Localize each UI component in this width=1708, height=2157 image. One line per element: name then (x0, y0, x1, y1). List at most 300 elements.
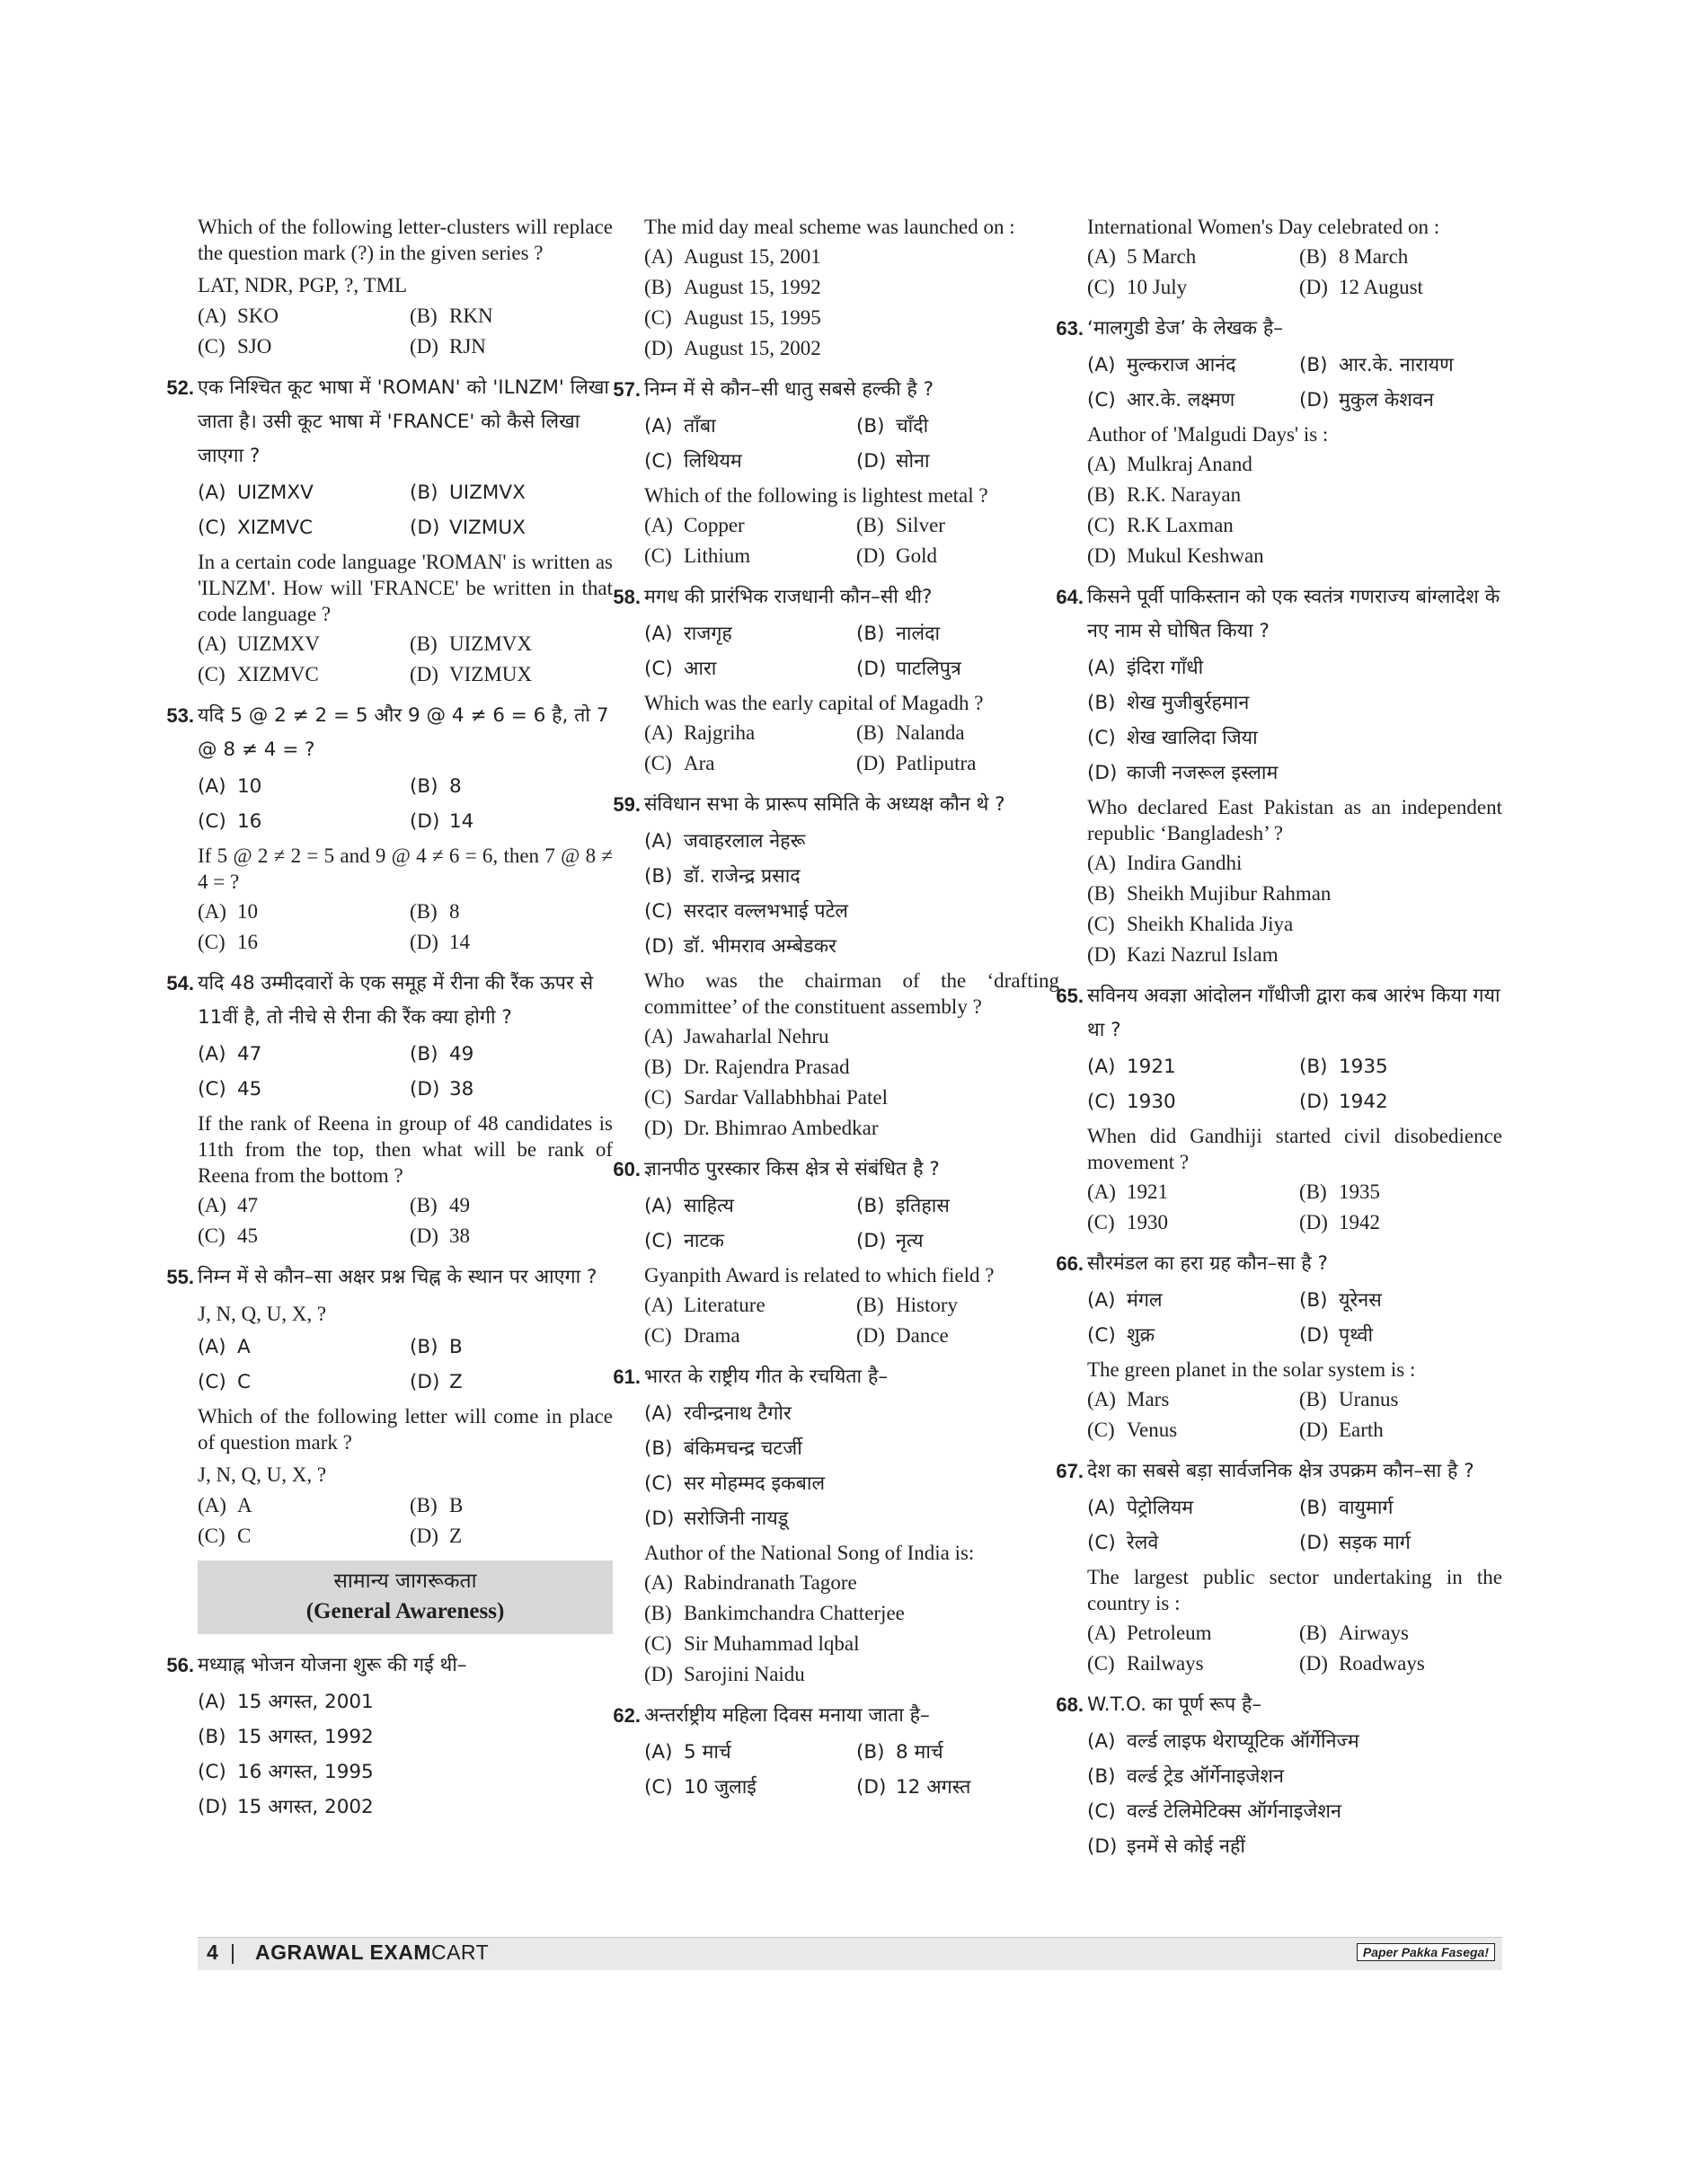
option-item (644, 1501, 1059, 1536)
question-block (613, 1153, 1059, 1351)
section-heading (198, 1560, 613, 1634)
options-hindi (1087, 1283, 1502, 1353)
option-text: XIZMVC (237, 663, 319, 685)
question-number: 68. (1056, 1693, 1084, 1716)
option-letter: (C) (644, 1472, 673, 1495)
option-item (644, 616, 847, 651)
option-text: ताँबा (684, 415, 716, 438)
option-item (856, 1290, 1059, 1321)
option-letter: (C) (1087, 1091, 1116, 1113)
question-text-hindi: ‘मालगुडी डेज’ के लेखक है– (1087, 317, 1283, 340)
option-text: 12 अगस्त (896, 1776, 971, 1799)
option-item (644, 1598, 1059, 1629)
option-text: Rajgriha (684, 721, 756, 744)
option-letter: (D) (410, 1525, 438, 1547)
option-item (198, 659, 401, 690)
option-text: History (896, 1294, 958, 1316)
option-text: 49 (449, 1043, 474, 1065)
option-letter: (C) (198, 1224, 226, 1247)
option-item (198, 301, 401, 332)
question-text-english: If 5 @ 2 ≠ 2 = 5 and 9 @ 4 ≠ 6 = 6, then 7 @ 8 ≠ 4 = ? (198, 844, 613, 893)
option-letter: (B) (410, 632, 438, 655)
option-text: Sheikh Khalida Jiya (1127, 913, 1294, 935)
option-letter: (B) (1299, 1622, 1327, 1644)
option-item (644, 1396, 1059, 1431)
option-letter: (C) (644, 1632, 672, 1655)
option-text: Patliputra (896, 752, 977, 774)
option-item (644, 894, 1059, 929)
option-letter: (C) (1087, 1211, 1115, 1233)
option-letter: (D) (1299, 1419, 1328, 1441)
option-item (644, 409, 847, 444)
option-letter: (C) (644, 900, 673, 923)
option-letter: (B) (856, 1294, 884, 1316)
option-text: बंकिमचन्द्र चटर्जी (684, 1437, 802, 1460)
option-item (1299, 272, 1502, 303)
option-text: 16 अगस्त, 1995 (237, 1761, 374, 1783)
option-letter: (A) (644, 1025, 673, 1048)
option-letter: (B) (410, 482, 438, 504)
option-text: मुल्कराज आनंद (1127, 354, 1236, 376)
option-item (1087, 480, 1502, 510)
option-item (1299, 1649, 1502, 1679)
option-letter: (B) (1087, 692, 1116, 714)
option-letter: (C) (198, 335, 226, 358)
option-text: Venus (1127, 1419, 1178, 1441)
option-text: Drama (684, 1324, 740, 1347)
option-letter: (A) (198, 775, 226, 798)
option-letter: (B) (1299, 1056, 1328, 1078)
option-letter: (A) (198, 482, 226, 504)
question-text-english: Gyanpith Award is related to which field ? (644, 1264, 995, 1286)
options-english (644, 1568, 1059, 1690)
option-item (644, 1431, 1059, 1466)
option-text: आर.के. लक्ष्मण (1127, 389, 1235, 411)
option-item (644, 510, 847, 541)
options-hindi (198, 475, 613, 545)
option-letter: (A) (1087, 453, 1116, 475)
question-block (613, 373, 1059, 571)
option-letter: (D) (1299, 1211, 1328, 1233)
option-text: रेलवे (1127, 1532, 1159, 1554)
option-item (1299, 348, 1502, 383)
option-letter: (D) (856, 658, 887, 680)
option-text: Rabindranath Tagore (684, 1571, 857, 1594)
option-text: 10 July (1127, 276, 1188, 298)
question-text-english: Which of the following letter-clusters will replace the question mark (?) in the given series ? (198, 216, 613, 264)
question-text-english: Which of the following letter will come in place of question mark ? (198, 1405, 613, 1454)
question-number: 67. (1056, 1460, 1084, 1482)
option-letter: (D) (644, 337, 673, 359)
option-letter: (B) (410, 305, 438, 327)
option-item (856, 1735, 1059, 1770)
option-text: SKO (237, 305, 279, 327)
option-text: Roadways (1339, 1652, 1425, 1675)
option-item (198, 1684, 613, 1719)
option-letter: (D) (410, 931, 438, 953)
option-letter: (D) (410, 1371, 440, 1393)
option-text: सरदार वल्लभभाई पटेल (684, 900, 848, 923)
option-item (1087, 1384, 1290, 1415)
option-letter: (D) (1299, 389, 1330, 411)
option-item (644, 333, 1059, 364)
option-text: 47 (237, 1043, 262, 1065)
option-text: काजी नजरूल इस्लाम (1127, 762, 1279, 784)
option-text: 45 (237, 1078, 262, 1101)
option-text: VIZMUX (449, 663, 532, 685)
option-text: Z (449, 1525, 463, 1547)
option-letter: (C) (644, 1230, 673, 1252)
option-letter: (B) (198, 1726, 226, 1748)
option-item (1087, 756, 1502, 791)
option-text: UIZMXV (237, 632, 320, 655)
option-text: August 15, 1995 (684, 306, 821, 329)
option-letter: (A) (644, 1294, 673, 1316)
option-letter: (D) (410, 1078, 440, 1101)
option-letter: (D) (1299, 276, 1328, 298)
question-number: 61. (613, 1366, 641, 1388)
option-text: Kazi Nazrul Islam (1127, 943, 1279, 966)
question-text-hindi: किसने पूर्वी पाकिस्तान को एक स्वतंत्र गणराज्य बांग्लादेश के नए नाम से घोषित किया ? (1087, 586, 1500, 642)
option-text: 15 अगस्त, 2002 (237, 1796, 374, 1818)
option-letter: (B) (856, 623, 885, 645)
option-item (1087, 1415, 1290, 1445)
option-letter: (B) (856, 415, 885, 438)
options-english (1087, 449, 1502, 571)
question-block (198, 214, 613, 362)
question-text-hindi: भारत के राष्ट्रीय गीत के रचयिता है– (644, 1366, 889, 1388)
option-letter: (D) (1087, 762, 1118, 784)
option-item (1087, 1618, 1290, 1649)
option-text: Uranus (1339, 1388, 1399, 1410)
option-item (1087, 1724, 1502, 1759)
page-number: 4 (207, 1940, 218, 1964)
option-text: August 15, 2001 (684, 245, 821, 268)
option-item (644, 1224, 847, 1259)
option-text: आरा (684, 658, 717, 680)
option-item (198, 510, 401, 545)
option-text: 1942 (1339, 1091, 1388, 1113)
question-block (166, 1260, 613, 1551)
option-item (644, 1290, 847, 1321)
option-item (644, 1052, 1059, 1083)
option-text: लिथियम (684, 450, 742, 473)
option-text: 5 March (1127, 245, 1197, 268)
option-item (856, 444, 1059, 479)
question-block (166, 699, 613, 958)
option-text: Silver (896, 514, 945, 536)
option-letter: (A) (198, 1194, 226, 1216)
question-block (166, 967, 613, 1251)
option-text: साहित्य (684, 1195, 734, 1217)
option-item (1087, 510, 1502, 541)
option-item (856, 541, 1059, 571)
option-item (1299, 1207, 1502, 1238)
option-text: Bankimchandra Chatterjee (684, 1602, 905, 1624)
option-letter: (A) (644, 721, 673, 744)
option-item (644, 1321, 847, 1351)
question-number: 56. (166, 1654, 194, 1676)
option-item (198, 629, 401, 659)
option-letter: (B) (410, 775, 438, 798)
option-item (644, 651, 847, 686)
option-letter: (C) (1087, 276, 1115, 298)
option-item (1087, 1759, 1502, 1794)
option-text: इनमें से कोई नहीं (1127, 1835, 1245, 1858)
option-text: यूरेनस (1339, 1289, 1382, 1312)
option-letter: (A) (1087, 1622, 1116, 1644)
option-item (410, 1190, 613, 1221)
options-hindi (198, 769, 613, 839)
option-item (1087, 909, 1502, 940)
option-letter: (A) (644, 415, 673, 438)
option-letter: (D) (1299, 1532, 1330, 1554)
option-text: मुकुल केशवन (1339, 389, 1434, 411)
option-text: शेख मुजीबुर्रहमान (1127, 692, 1250, 714)
option-text: 16 (237, 931, 258, 953)
option-item (198, 1521, 401, 1551)
option-letter: (D) (856, 1324, 885, 1347)
question-text-english: The mid day meal scheme was launched on : (644, 216, 1015, 238)
option-text: 49 (449, 1194, 470, 1216)
option-item (410, 897, 613, 927)
section-title-hindi: सामान्य जागरूकता (333, 1569, 477, 1593)
option-text: R.K Laxman (1127, 514, 1234, 536)
options-hindi (198, 1037, 613, 1107)
option-text: सड़क मार्ग (1339, 1532, 1411, 1554)
option-item (1087, 272, 1290, 303)
option-text: 10 (237, 900, 258, 923)
option-letter: (A) (644, 1402, 673, 1425)
option-item (410, 1490, 613, 1521)
option-letter: (B) (1299, 1180, 1327, 1203)
option-letter: (A) (1087, 1056, 1116, 1078)
question-block (613, 788, 1059, 1144)
option-item (1299, 1384, 1502, 1415)
options-hindi (1087, 348, 1502, 418)
option-item (410, 659, 613, 690)
series-text-hindi: J, N, Q, U, X, ? (198, 1303, 327, 1325)
question-block (613, 1360, 1059, 1690)
question-block (1056, 312, 1502, 571)
option-letter: (B) (644, 865, 673, 888)
question-text-hindi: सौरमंडल का हरा ग्रह कौन–सा है ? (1087, 1252, 1328, 1275)
option-item (410, 475, 613, 510)
options-english (644, 1021, 1059, 1144)
question-text-english: Which was the early capital of Magadh ? (644, 692, 984, 714)
option-item (410, 629, 613, 659)
option-item (198, 475, 401, 510)
option-letter: (D) (410, 663, 438, 685)
option-item (1087, 1177, 1290, 1207)
option-item (856, 1770, 1059, 1805)
option-letter: (D) (410, 810, 440, 833)
question-text-english: Which of the following is lightest metal ? (644, 484, 988, 507)
option-text: Ara (684, 752, 715, 774)
question-text-hindi: सविनय अवज्ञा आंदोलन गाँधीजी द्वारा कब आरंभ किया गया था ? (1087, 985, 1500, 1041)
options-hindi (644, 1735, 1059, 1805)
option-letter: (C) (644, 306, 672, 329)
option-letter: (C) (1087, 1419, 1115, 1441)
options-english (1087, 1618, 1502, 1679)
option-text: Dance (896, 1324, 949, 1347)
option-letter: (B) (856, 1741, 885, 1764)
option-text: Airways (1339, 1622, 1409, 1644)
option-item (410, 510, 613, 545)
question-text-english: Author of 'Malgudi Days' is : (1087, 423, 1329, 446)
option-item (1299, 1525, 1502, 1560)
option-letter: (A) (1087, 1388, 1116, 1410)
option-text: आर.के. नारायण (1339, 354, 1454, 376)
option-letter: (D) (644, 935, 675, 958)
option-item (410, 1330, 613, 1365)
option-item (410, 927, 613, 958)
option-text: इतिहास (896, 1195, 950, 1217)
series-text: J, N, Q, U, X, ? (198, 1463, 327, 1486)
option-item (410, 1037, 613, 1072)
option-text: 10 जुलाई (684, 1776, 757, 1799)
option-text: C (237, 1371, 252, 1393)
option-item (410, 332, 613, 362)
option-item (644, 1113, 1059, 1144)
option-text: नालंदा (896, 623, 941, 645)
question-text-hindi: निम्न में से कौन–सा अक्षर प्रश्न चिह्न के स्थान पर आएगा ? (198, 1266, 597, 1288)
option-letter: (C) (198, 931, 226, 953)
footer-separator: | (230, 1940, 235, 1964)
option-text: डॉ. राजेन्द्र प्रसाद (684, 865, 801, 888)
option-text: सर मोहम्मद इकबाल (684, 1472, 826, 1495)
option-letter: (B) (1087, 483, 1115, 506)
option-letter: (C) (644, 752, 672, 774)
option-text: Mukul Keshwan (1127, 544, 1264, 567)
option-text: शेख खालिदा जिया (1127, 727, 1258, 749)
option-item (1087, 1318, 1290, 1353)
option-item (198, 897, 401, 927)
option-letter: (C) (198, 810, 226, 833)
option-text: Copper (684, 514, 745, 536)
options-hindi (198, 1330, 613, 1400)
option-item (644, 242, 1059, 272)
option-letter: (B) (856, 1195, 885, 1217)
option-item (1087, 383, 1290, 418)
option-text: RKN (449, 305, 493, 327)
option-item (644, 444, 847, 479)
option-text: चाँदी (896, 415, 929, 438)
option-letter: (D) (410, 335, 438, 358)
option-letter: (B) (644, 276, 672, 298)
option-item (1087, 720, 1502, 756)
options-english (644, 1290, 1059, 1351)
option-item (410, 1221, 613, 1251)
option-letter: (D) (410, 1224, 438, 1247)
option-item (644, 1659, 1059, 1690)
option-letter: (D) (1299, 1324, 1330, 1347)
option-text: जवाहरलाल नेहरू (684, 830, 806, 853)
option-letter: (C) (644, 1086, 672, 1109)
option-text: R.K. Narayan (1127, 483, 1242, 506)
option-letter: (D) (856, 752, 885, 774)
option-item (1299, 1318, 1502, 1353)
option-letter: (A) (644, 623, 673, 645)
option-letter: (D) (1087, 1835, 1118, 1858)
option-text: B (449, 1494, 464, 1516)
tagline-badge: Paper Pakka Fasega! (1357, 1943, 1495, 1961)
option-letter: (C) (198, 1078, 226, 1101)
option-text: नाटक (684, 1230, 724, 1252)
option-item (410, 804, 613, 839)
option-item (644, 929, 1059, 964)
option-text: इंदिरा गाँधी (1127, 657, 1204, 679)
option-letter: (B) (1299, 1388, 1327, 1410)
option-text: Literature (684, 1294, 766, 1316)
options-hindi (644, 1396, 1059, 1536)
options-hindi (198, 1684, 613, 1825)
option-letter: (A) (1087, 1289, 1116, 1312)
option-letter: (D) (1299, 1091, 1330, 1113)
option-letter: (B) (1087, 1765, 1116, 1788)
brand-light: CART (430, 1940, 490, 1964)
option-text: Z (449, 1371, 463, 1393)
option-item (1087, 879, 1502, 909)
option-item (1087, 1794, 1502, 1829)
option-text: UIZMXV (237, 482, 314, 504)
option-item (1087, 685, 1502, 720)
options-hindi (644, 616, 1059, 686)
option-letter: (C) (1087, 1652, 1115, 1675)
option-text: Gold (896, 544, 937, 567)
option-letter: (C) (1087, 514, 1115, 536)
option-item (198, 1790, 613, 1825)
option-letter: (A) (1087, 354, 1116, 376)
option-letter: (B) (1299, 1497, 1328, 1519)
question-text-hindi: संविधान सभा के प्रारूप समिति के अध्यक्ष कौन थे ? (644, 793, 1005, 816)
option-letter: (C) (644, 1324, 672, 1347)
question-number: 59. (613, 793, 641, 816)
column-3 (1056, 214, 1502, 1873)
option-item (1087, 1829, 1502, 1864)
question-block (166, 1649, 613, 1825)
option-text: पृथ्वी (1339, 1324, 1374, 1347)
option-item (644, 1735, 847, 1770)
option-letter: (C) (1087, 389, 1116, 411)
option-item (644, 1466, 1059, 1501)
option-text: UIZMVX (449, 482, 526, 504)
option-item (1087, 541, 1502, 571)
question-text-hindi: यदि 5 @ 2 ≠ 2 = 5 और 9 @ 4 ≠ 6 = 6 है, तो 7 @ 8 ≠ 4 = ? (198, 704, 609, 761)
question-number: 58. (613, 586, 641, 608)
option-letter: (C) (198, 517, 226, 539)
option-text: Lithium (684, 544, 751, 567)
option-item (644, 824, 1059, 859)
question-text-english: Author of the National Song of India is: (644, 1542, 975, 1564)
option-letter: (A) (644, 245, 673, 268)
option-letter: (D) (856, 544, 885, 567)
option-item (856, 651, 1059, 686)
question-block (1056, 1247, 1502, 1445)
option-item (856, 1321, 1059, 1351)
page-footer (198, 1937, 1502, 1970)
option-letter: (B) (856, 514, 884, 536)
option-text: नृत्य (896, 1230, 924, 1252)
question-text-hindi: देश का सबसे बड़ा सार्वजनिक क्षेत्र उपक्रम कौन–सा है ? (1087, 1460, 1474, 1482)
option-letter: (C) (1087, 913, 1115, 935)
option-letter: (A) (198, 1691, 226, 1713)
option-text: SJO (237, 335, 272, 358)
option-item (644, 1083, 1059, 1113)
option-text: 8 (449, 900, 460, 923)
question-text-hindi: ज्ञानपीठ पुरस्कार किस क्षेत्र से संबंधित है ? (644, 1158, 940, 1180)
question-number: 55. (166, 1266, 194, 1288)
